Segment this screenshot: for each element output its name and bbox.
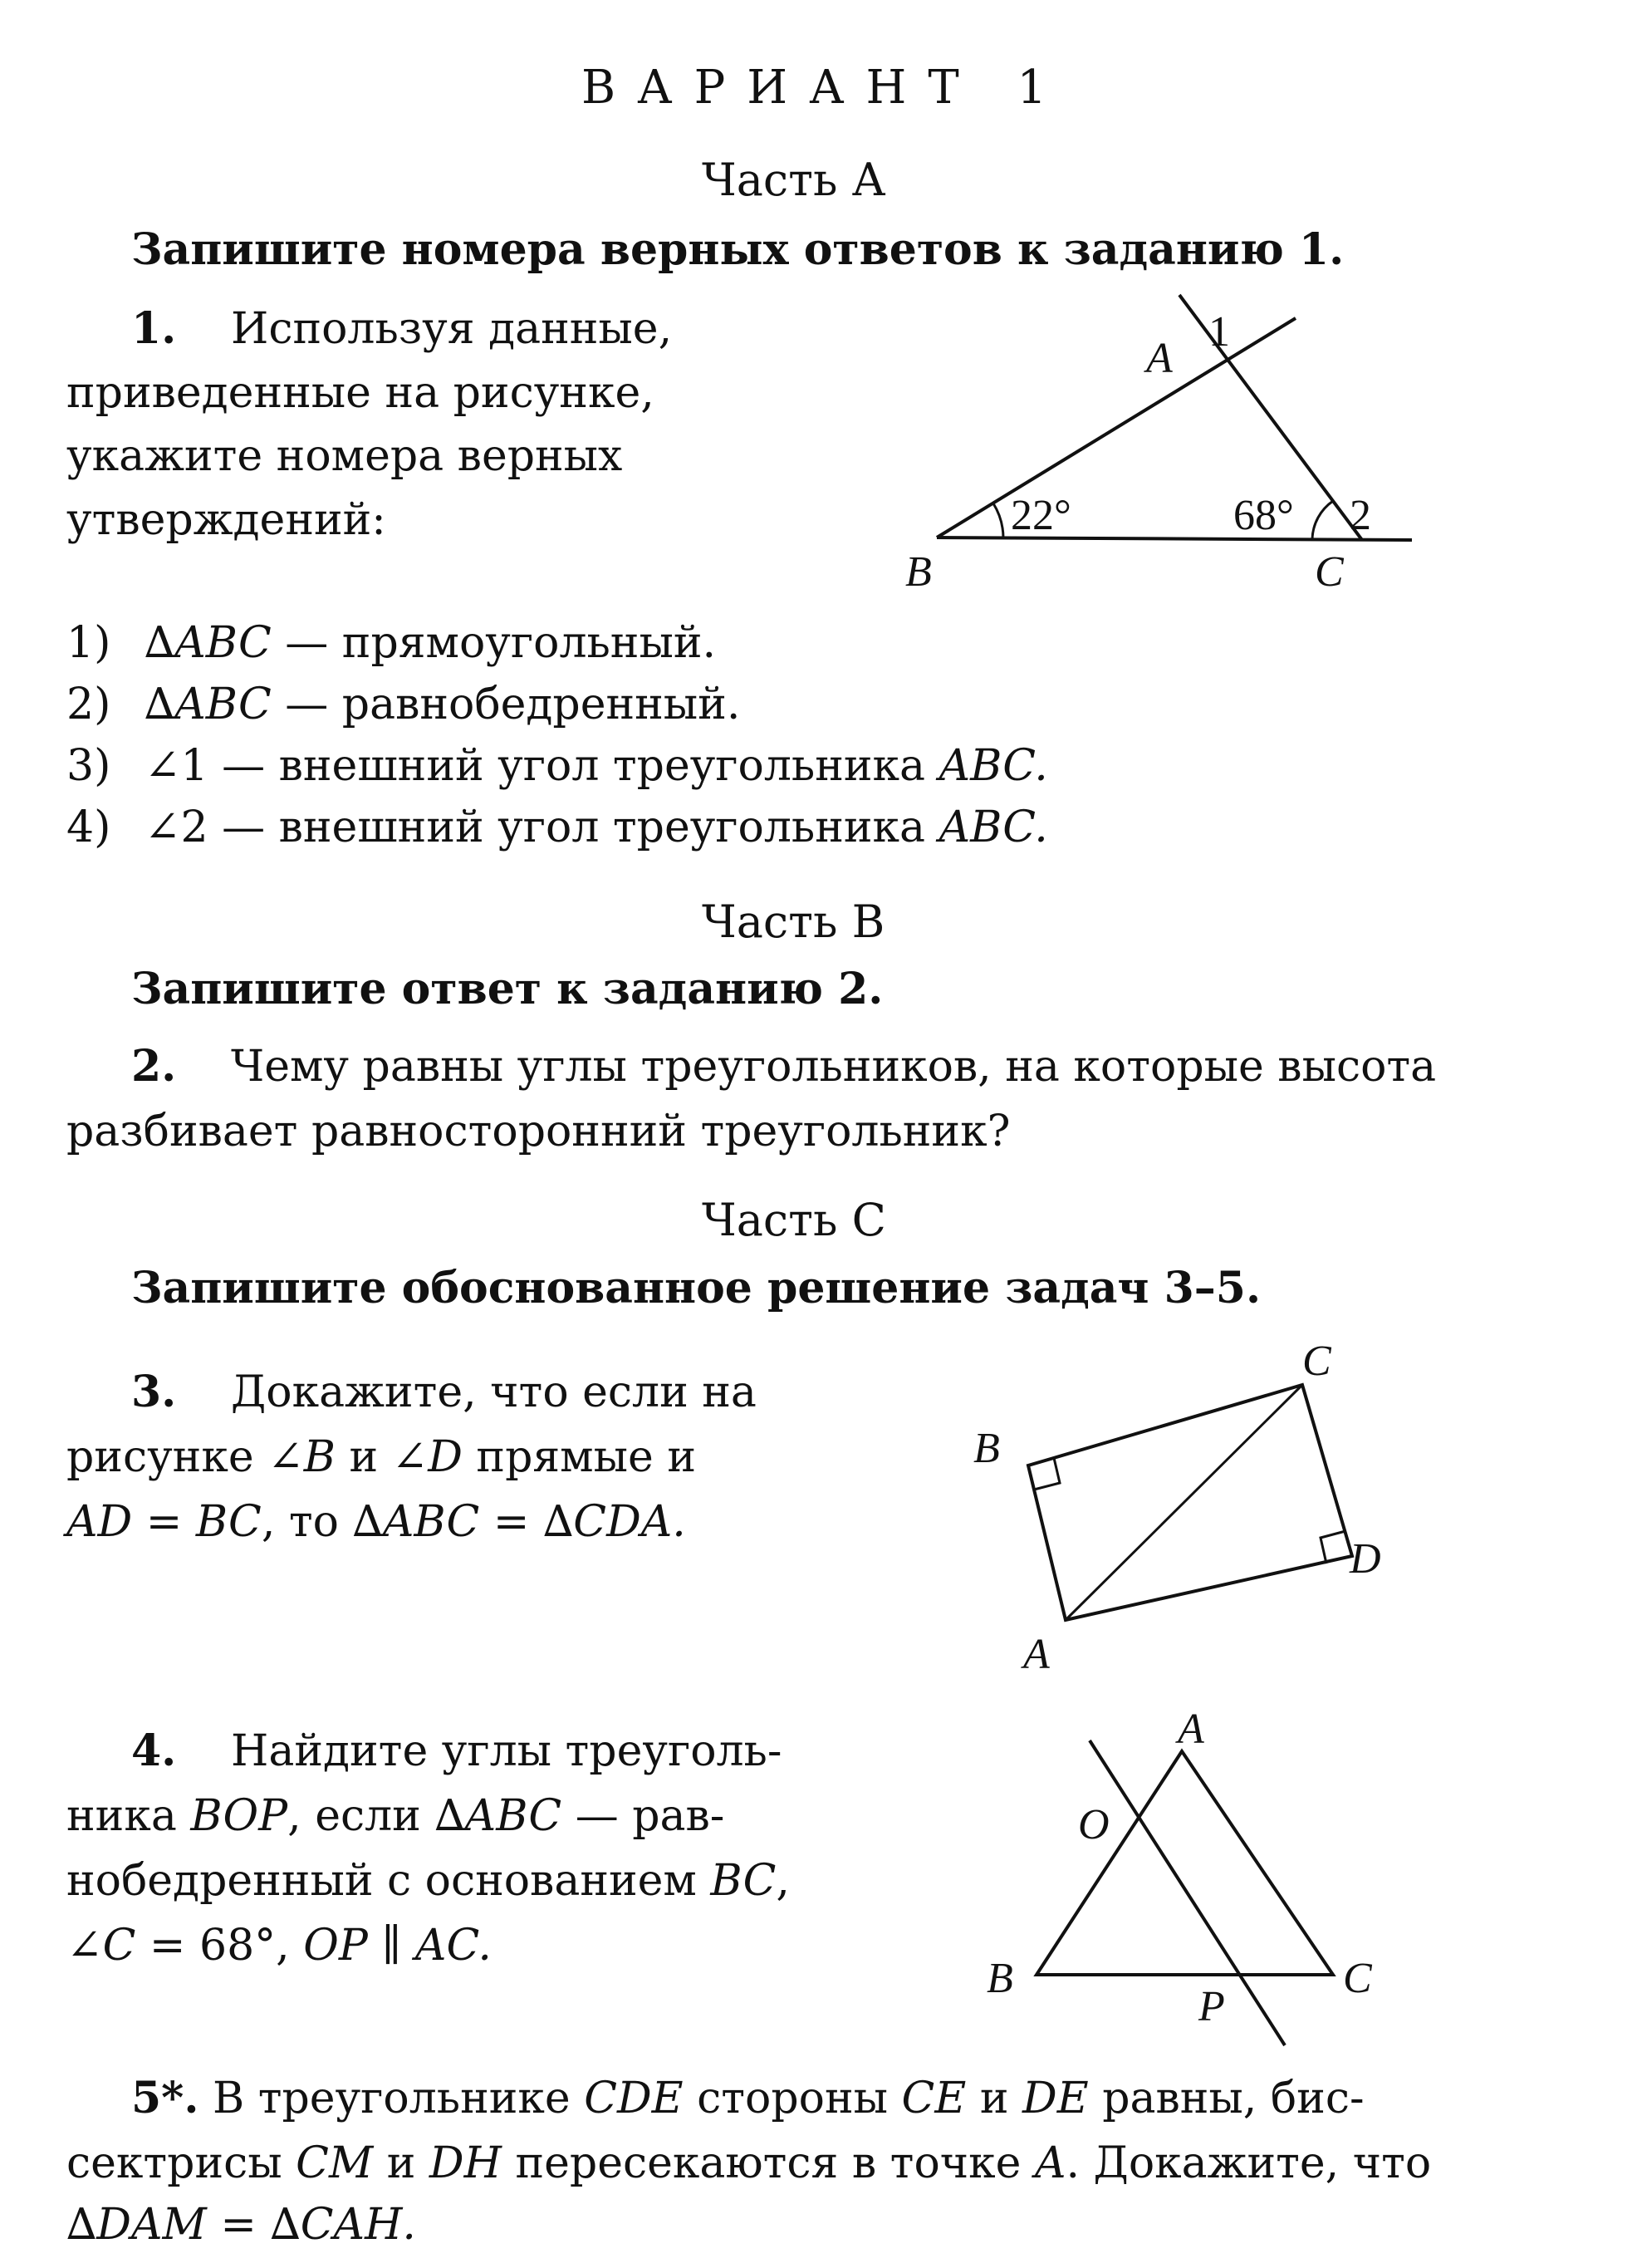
math-run: ∆ABC (434, 1791, 562, 1841)
task5-line-1 (131, 2073, 1365, 2123)
task4-label-p: P (1198, 1983, 1225, 2030)
text-run: , если (287, 1791, 435, 1841)
math-run: ∠D (391, 1432, 463, 1482)
text-run: рисунке (66, 1432, 268, 1482)
text-run: , (776, 1856, 790, 1906)
option-lead: ∠1 (144, 741, 208, 791)
text-run: и (373, 2138, 429, 2188)
task4-label-b: B (987, 1955, 1013, 2002)
task1-line-3: укажите номера верных (66, 431, 623, 481)
variant-heading: ВАРИАНТ 1 (581, 61, 1069, 115)
option-text: — равнобедренный. (271, 680, 741, 729)
task4-line-1: Найдите углы треуголь- (231, 1726, 782, 1776)
option-number: 2) (66, 680, 111, 729)
task1-label-b: B (905, 548, 932, 596)
task1-line-2: приведенные на рисунке, (66, 368, 654, 418)
part-a-instruction: Запишите номера верных ответов к заданию 1. (131, 224, 1345, 275)
option-number: 1) (66, 618, 111, 668)
line-op (1090, 1740, 1285, 2045)
option-text: — внешний угол треугольника (208, 803, 939, 852)
task1-line-1: Используя данные, (231, 304, 673, 354)
math-run: OP (303, 1921, 368, 1971)
part-b-title: Часть В (702, 896, 885, 948)
task4-label-a: A (1178, 1706, 1204, 1753)
text-run: стороны (683, 2074, 902, 2123)
text-run: = 68°, (135, 1921, 304, 1971)
task2-line-1: Чему равны углы треугольников, на которые высота (231, 1042, 1437, 1092)
triangle-abc (1037, 1751, 1333, 1975)
option-text: — внешний угол треугольника (208, 741, 939, 791)
option-tail: ABC. (939, 741, 1048, 791)
text-run: пересекаются в точке (501, 2138, 1035, 2188)
task3-label-a: A (1023, 1631, 1050, 1678)
task1-label-angle-b: 22° (1011, 492, 1071, 539)
part-c-title: Часть С (702, 1194, 886, 1246)
option-text: — прямоугольный. (271, 618, 717, 668)
task5-number: 5*. (131, 2073, 199, 2123)
task5-line-2 (66, 2138, 1432, 2188)
math-run: AD = BC (66, 1497, 262, 1547)
math-run: CM (296, 2138, 374, 2188)
task3-label-b: B (973, 1425, 1000, 1472)
text-run: ∥ (367, 1921, 415, 1971)
math-run: ∠B (267, 1432, 336, 1482)
task1-line-4: утверждений: (66, 495, 386, 545)
task3-label-c: C (1302, 1338, 1331, 1385)
option-lead: ∆ABC (144, 680, 272, 729)
text-run: нобедренный с основанием (66, 1856, 711, 1906)
option-number: 4) (66, 803, 111, 852)
task4-number: 4. (131, 1726, 177, 1776)
text-run: и (966, 2074, 1023, 2123)
math-run: DH (429, 2138, 502, 2188)
math-run: BOP (190, 1791, 288, 1841)
text-run: прямые и (462, 1432, 696, 1482)
option-lead: ∆ABC (144, 618, 272, 668)
task1-label-a: A (1146, 335, 1173, 382)
math-run: BC (710, 1856, 777, 1906)
text-run: равны, бис- (1088, 2074, 1365, 2123)
task5-line-3: ∆DAM = ∆CAH. (66, 2200, 416, 2250)
option-number: 3) (66, 741, 111, 791)
task4-label-o: O (1078, 1801, 1110, 1848)
task1-number: 1. (131, 303, 177, 354)
text-run: В треугольнике (198, 2074, 585, 2123)
math-run: ∆ABC = ∆CDA. (352, 1497, 686, 1547)
text-run: сектрисы (66, 2138, 297, 2188)
task1-label-angle-c: 68° (1233, 492, 1294, 539)
part-a-title: Часть А (702, 154, 886, 206)
task1-label-angle2: 2 (1350, 492, 1371, 539)
text-run: и (335, 1432, 392, 1482)
task2-number: 2. (131, 1041, 177, 1092)
task3-number: 3. (131, 1367, 177, 1417)
task3-line-1: Докажите, что если на (231, 1367, 757, 1417)
task4-label-c: C (1343, 1955, 1372, 2002)
math-run: DE (1022, 2074, 1089, 2123)
math-run: A (1034, 2138, 1066, 2188)
option-lead: ∠2 (144, 803, 208, 852)
task1-label-c: C (1315, 548, 1344, 596)
text-run: . Докажите, что (1066, 2138, 1432, 2188)
option-tail: ABC. (939, 803, 1048, 852)
text-run: ника (66, 1791, 191, 1841)
math-run: CE (901, 2074, 967, 2123)
text-run: , то (261, 1497, 353, 1547)
task3-label-d: D (1350, 1535, 1381, 1583)
math-run: AC. (414, 1921, 492, 1971)
part-c-instruction: Запишите обоснованное решение задач 3–5. (131, 1263, 1262, 1313)
math-run: CDE (584, 2074, 684, 2123)
task2-line-2: разбивает равносторонний треугольник? (66, 1107, 1011, 1156)
task1-label-angle1: 1 (1208, 308, 1230, 356)
part-b-instruction: Запишите ответ к заданию 2. (131, 964, 884, 1014)
math-run: ∠C (66, 1921, 136, 1971)
text-run: — рав- (561, 1791, 725, 1841)
